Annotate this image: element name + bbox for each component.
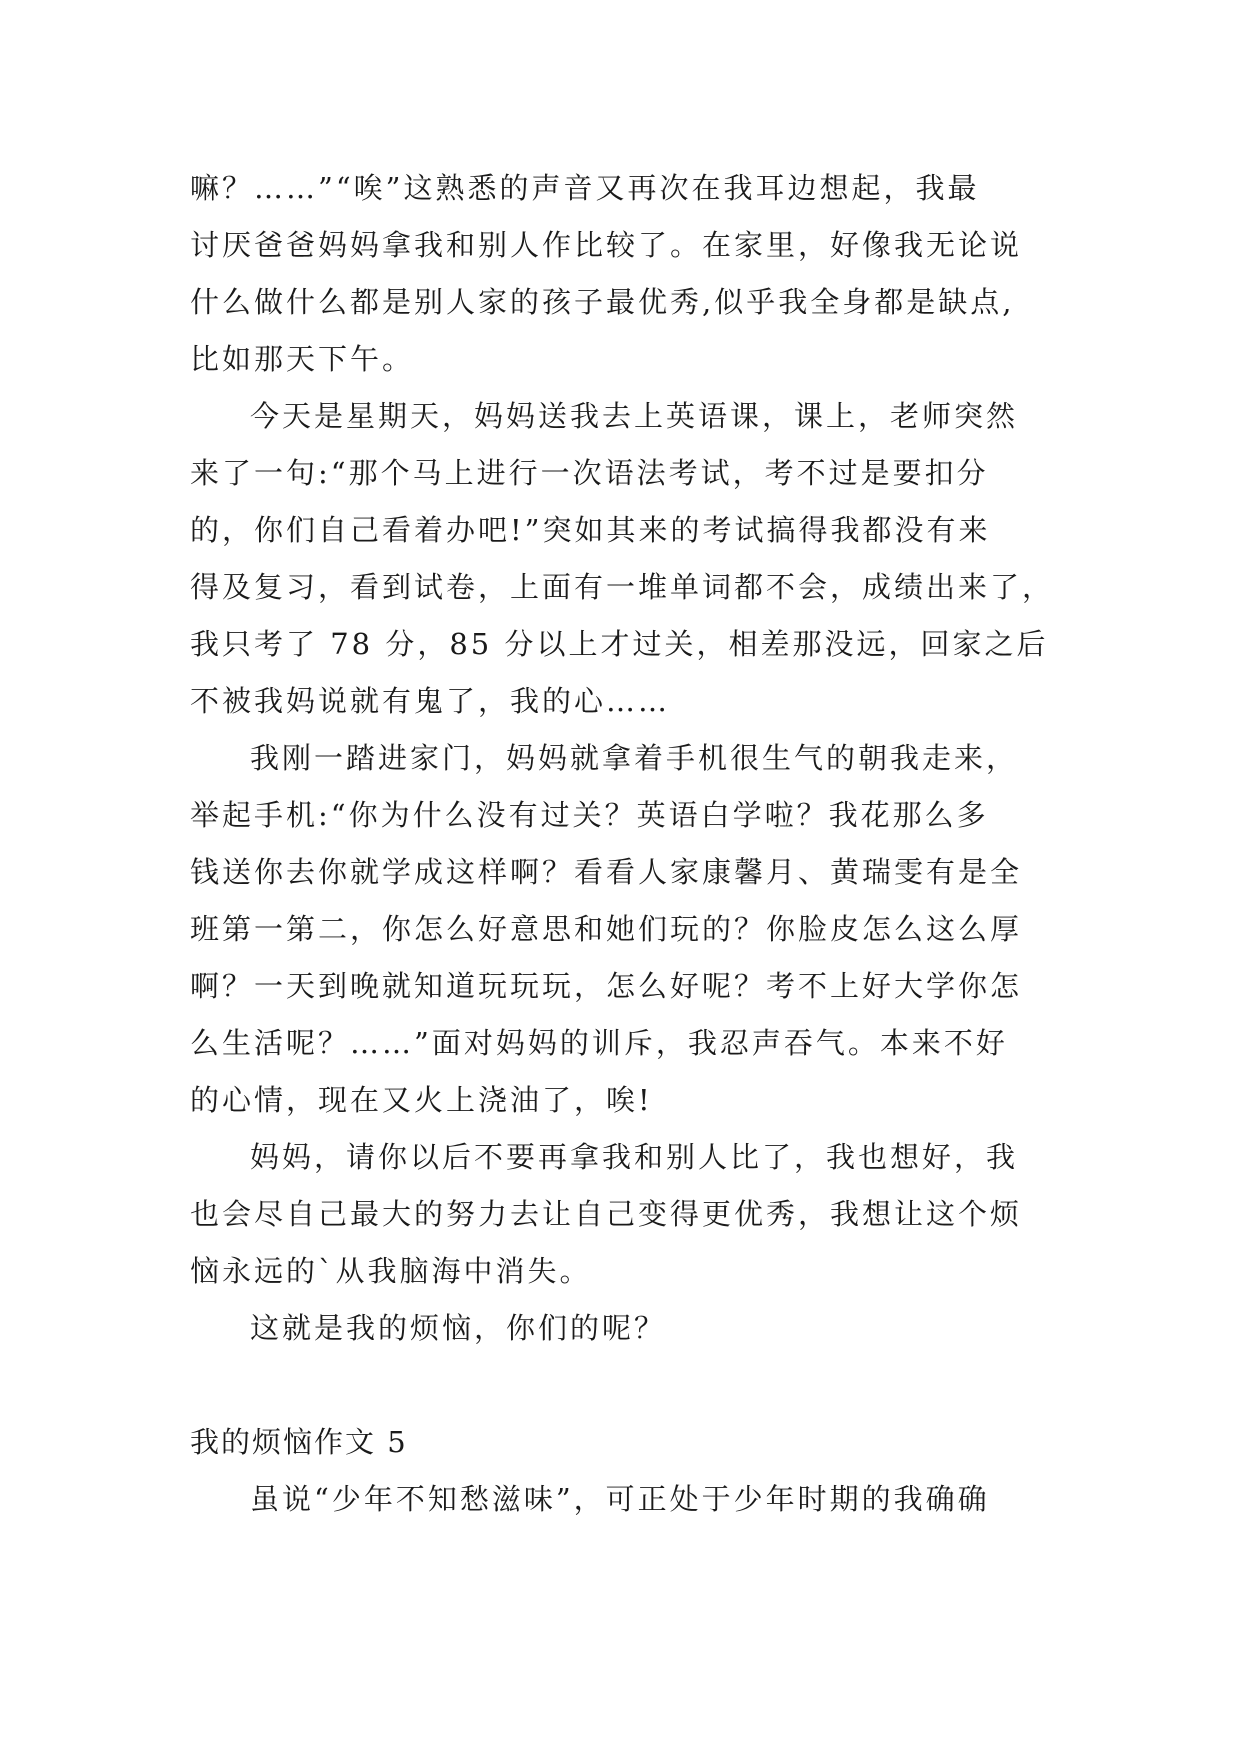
text-line: 得及复习，看到试卷，上面有一堆单词都不会，成绩出来了， xyxy=(190,570,1055,604)
paragraph-4 xyxy=(190,1129,1100,1300)
text-line: 也会尽自己最大的努力去让自己变得更优秀，我想让这个烦 xyxy=(190,1197,1023,1231)
paragraph-3 xyxy=(190,730,1100,1129)
text-line: 讨厌爸爸妈妈拿我和别人作比较了。在家里，好像我无论说 xyxy=(190,228,1023,262)
text-line: 这就是我的烦恼，你们的呢？ xyxy=(250,1311,667,1345)
text-line: 妈妈，请你以后不要再拿我和别人比了，我也想好，我 xyxy=(250,1140,1019,1174)
text-line: 的，你们自己看着办吧!”突如其来的考试搞得我都没有来 xyxy=(190,513,991,547)
section-heading xyxy=(190,1414,1100,1471)
text-line: 啊？一天到晚就知道玩玩玩，怎么好呢？考不上好大学你怎 xyxy=(190,969,1023,1003)
paragraph-6 xyxy=(190,1471,1100,1528)
section-spacer xyxy=(190,1357,1100,1414)
text-line: 钱送你去你就学成这样啊？看看人家康馨月、黄瑞雯有是全 xyxy=(190,855,1023,889)
text-line: 比如那天下午。 xyxy=(190,342,415,376)
heading-text: 我的烦恼作文 5 xyxy=(190,1425,408,1459)
text-line: 嘛？……”“唉”这熟悉的声音又再次在我耳边想起，我最 xyxy=(190,171,980,205)
text-line: 虽说“少年不知愁滋味”，可正处于少年时期的我确确 xyxy=(250,1482,990,1516)
text-line: 的心情，现在又火上浇油了，唉! xyxy=(190,1083,653,1117)
text-line: 什么做什么都是别人家的孩子最优秀,似乎我全身都是缺点, xyxy=(190,285,1015,319)
text-line: 恼永远的`从我脑海中消失。 xyxy=(190,1254,592,1288)
paragraph-2 xyxy=(190,388,1100,730)
text-line: 么生活呢？……”面对妈妈的训斥，我忍声吞气。本来不好 xyxy=(190,1026,1008,1060)
text-line: 我刚一踏进家门，妈妈就拿着手机很生气的朝我走来， xyxy=(250,741,1019,775)
text-line: 来了一句:“那个马上进行一次语法考试，考不过是要扣分 xyxy=(190,456,989,490)
text-line: 不被我妈说就有鬼了，我的心…… xyxy=(190,684,671,718)
document-body xyxy=(190,160,1100,1528)
text-line: 我只考了 78 分，85 分以上才过关，相差那没远，回家之后 xyxy=(190,627,1049,661)
text-line: 举起手机:“你为什么没有过关？英语白学啦？我花那么多 xyxy=(190,798,989,832)
paragraph-5 xyxy=(190,1300,1100,1357)
text-line: 班第一第二，你怎么好意思和她们玩的？你脸皮怎么这么厚 xyxy=(190,912,1023,946)
text-line: 今天是星期天，妈妈送我去上英语课，课上，老师突然 xyxy=(250,399,1019,433)
paragraph-1 xyxy=(190,160,1100,388)
